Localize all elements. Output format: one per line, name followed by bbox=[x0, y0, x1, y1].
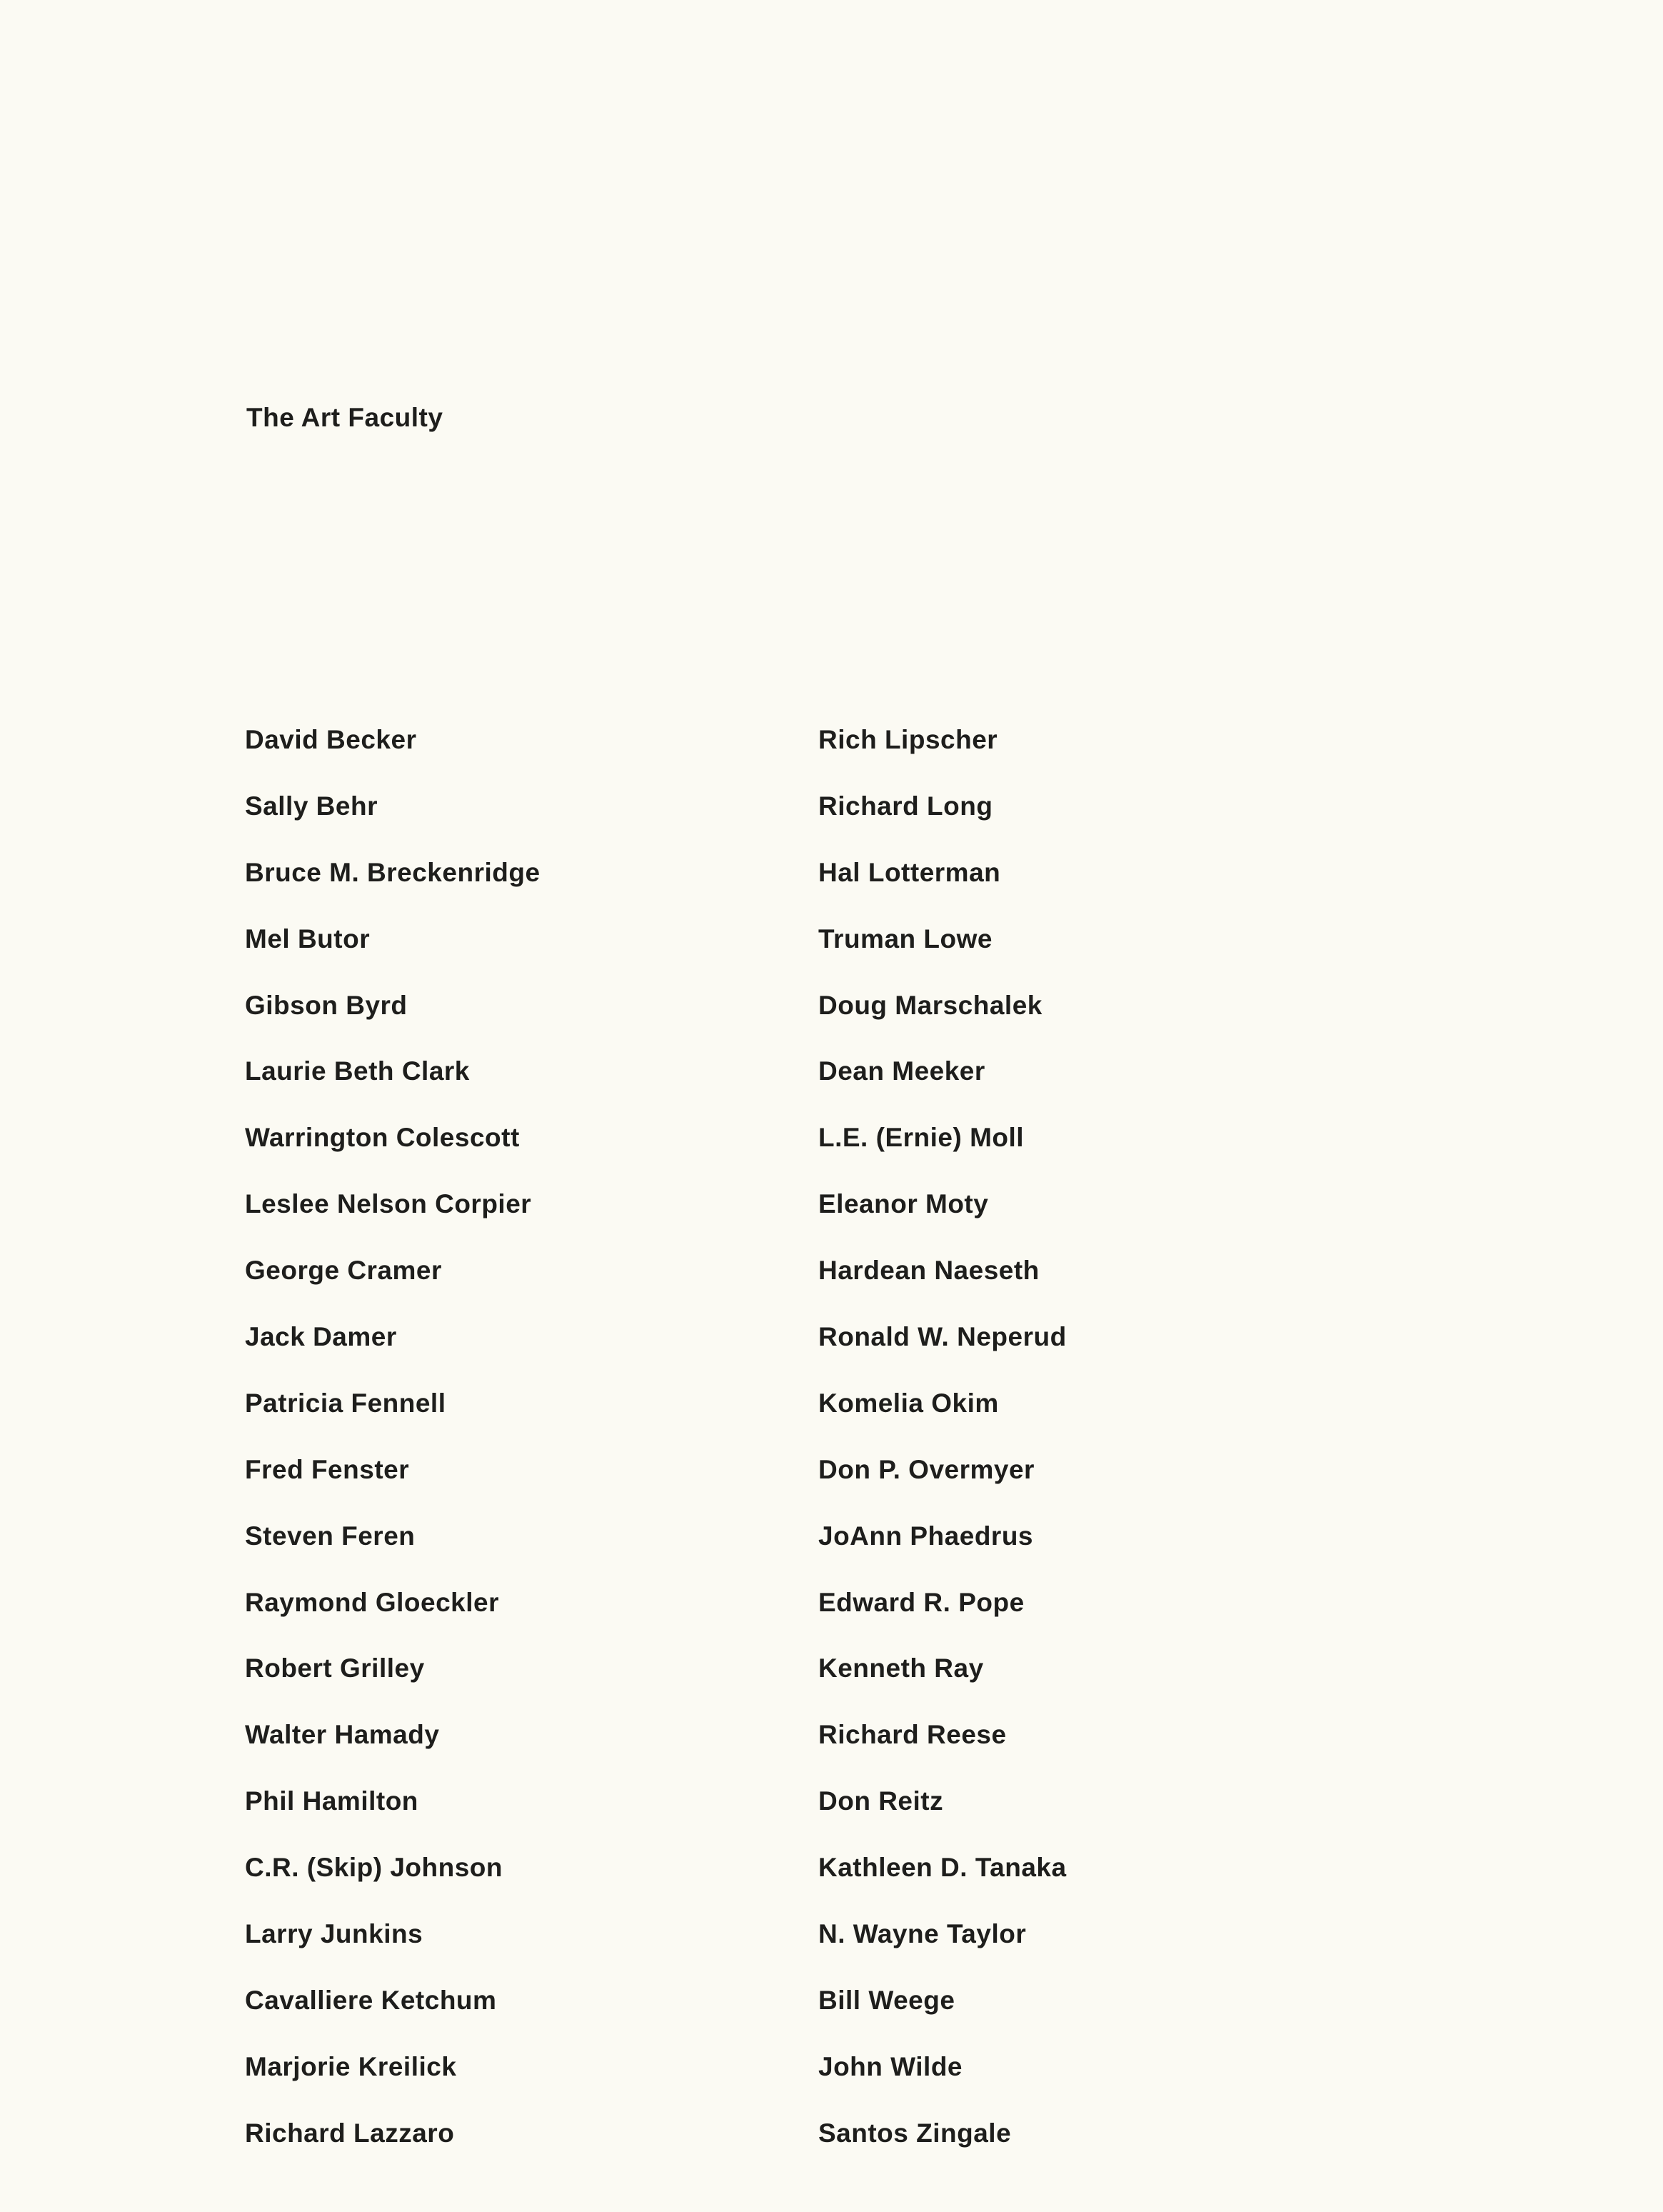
faculty-name: Dean Meeker bbox=[818, 1056, 985, 1086]
faculty-name: Edward R. Pope bbox=[818, 1587, 1025, 1617]
faculty-name: Mel Butor bbox=[245, 924, 371, 954]
faculty-name: George Cramer bbox=[245, 1256, 442, 1286]
faculty-name: Fred Fenster bbox=[245, 1454, 410, 1484]
faculty-name: Doug Marschalek bbox=[818, 990, 1042, 1020]
faculty-name: David Becker bbox=[245, 725, 417, 754]
faculty-name: Steven Feren bbox=[245, 1521, 416, 1551]
page-title: The Art Faculty bbox=[246, 403, 443, 432]
faculty-name: Richard Lazzaro bbox=[245, 2118, 455, 2148]
faculty-name: L.E. (Ernie) Moll bbox=[818, 1123, 1025, 1153]
faculty-name: Eleanor Moty bbox=[818, 1189, 989, 1219]
faculty-list-left bbox=[245, 722, 541, 2182]
faculty-name: Rich Lipscher bbox=[818, 725, 998, 754]
faculty-list-right bbox=[818, 722, 1067, 2182]
faculty-name: Raymond Gloeckler bbox=[245, 1587, 500, 1617]
faculty-name: Sally Behr bbox=[245, 791, 378, 821]
faculty-name: Robert Grilley bbox=[245, 1653, 425, 1683]
faculty-name: Phil Hamilton bbox=[245, 1786, 418, 1816]
faculty-name: Kenneth Ray bbox=[818, 1653, 984, 1683]
faculty-name: Cavalliere Ketchum bbox=[245, 1985, 497, 2015]
faculty-name: Ronald W. Neperud bbox=[818, 1322, 1067, 1352]
faculty-name: Patricia Fennell bbox=[245, 1388, 446, 1418]
faculty-name: N. Wayne Taylor bbox=[818, 1919, 1027, 1949]
faculty-name: Santos Zingale bbox=[818, 2118, 1012, 2148]
faculty-name: Don P. Overmyer bbox=[818, 1454, 1035, 1484]
faculty-name: Laurie Beth Clark bbox=[245, 1056, 470, 1086]
faculty-name: Marjorie Kreilick bbox=[245, 2051, 457, 2081]
faculty-name: Hal Lotterman bbox=[818, 857, 1001, 887]
faculty-name: Richard Long bbox=[818, 791, 993, 821]
faculty-name: Komelia Okim bbox=[818, 1388, 999, 1418]
faculty-name: Walter Hamady bbox=[245, 1720, 440, 1750]
faculty-name: Larry Junkins bbox=[245, 1919, 423, 1949]
faculty-name: Leslee Nelson Corpier bbox=[245, 1189, 532, 1219]
faculty-name: Gibson Byrd bbox=[245, 990, 408, 1020]
faculty-name: Kathleen D. Tanaka bbox=[818, 1853, 1067, 1883]
faculty-name: JoAnn Phaedrus bbox=[818, 1521, 1033, 1551]
faculty-name: Bill Weege bbox=[818, 1985, 955, 2015]
faculty-name: Hardean Naeseth bbox=[818, 1256, 1040, 1286]
faculty-name: Truman Lowe bbox=[818, 924, 993, 954]
faculty-name: John Wilde bbox=[818, 2051, 963, 2081]
faculty-name: Don Reitz bbox=[818, 1786, 944, 1816]
faculty-name: C.R. (Skip) Johnson bbox=[245, 1853, 503, 1883]
faculty-name: Bruce M. Breckenridge bbox=[245, 857, 541, 887]
faculty-name: Jack Damer bbox=[245, 1322, 397, 1352]
faculty-name: Warrington Colescott bbox=[245, 1123, 520, 1153]
faculty-name: Richard Reese bbox=[818, 1720, 1007, 1750]
